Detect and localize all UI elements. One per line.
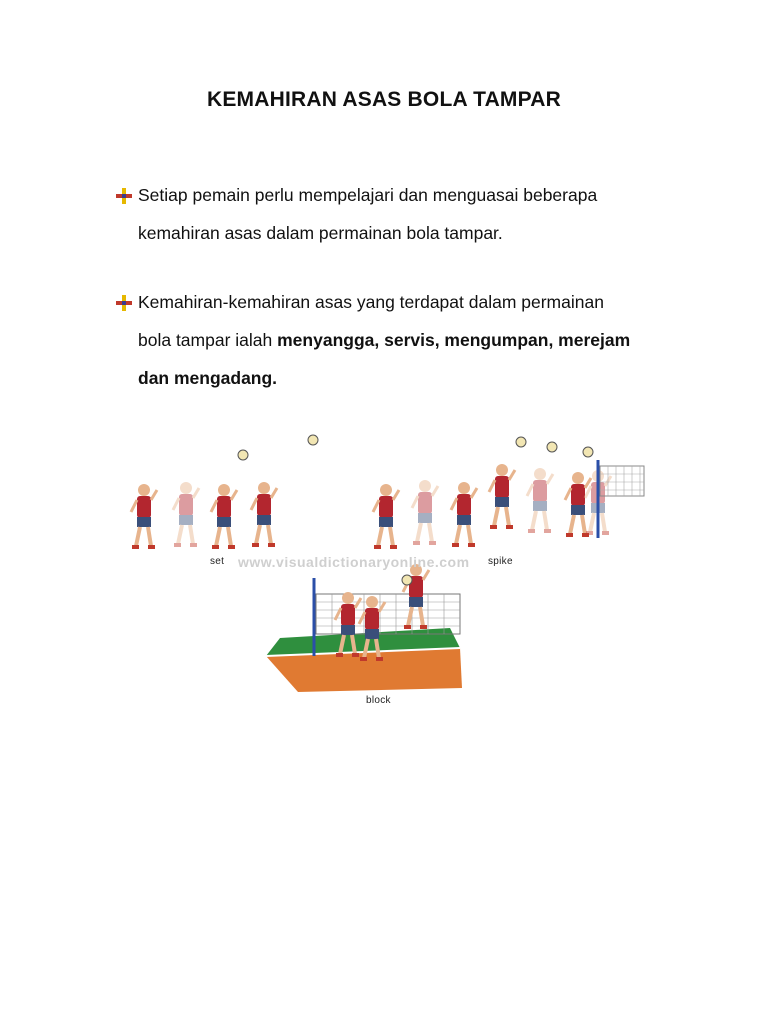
bullet-2-bold-skills: menyangga, servis, mengumpan, merejam xyxy=(277,330,631,350)
ball-icon xyxy=(547,442,557,452)
caption-set: set xyxy=(210,556,225,567)
bullet-paragraph-1 xyxy=(115,176,675,252)
watermark: www.visualdictionaryonline.com xyxy=(238,554,470,570)
ball-icon xyxy=(516,437,526,447)
caption-block: block xyxy=(366,695,391,706)
players-drawing xyxy=(120,430,650,710)
bullet-2-line-3 xyxy=(115,359,675,397)
ball-icon xyxy=(402,575,412,585)
bullet-2-bold-skills-end: dan mengadang. xyxy=(138,368,278,388)
bullet-icon xyxy=(115,294,133,312)
bullet-paragraph-2 xyxy=(115,283,675,397)
page-title: KEMAHIRAN ASAS BOLA TAMPAR xyxy=(206,88,562,111)
bullet-1-line-2: kemahiran asas dalam permainan bola tampar. xyxy=(138,223,503,243)
bullet-2-line-2 xyxy=(115,321,675,359)
ball-icon xyxy=(308,435,318,445)
volleyball-skills-illustration xyxy=(120,430,650,710)
ball-icon xyxy=(583,447,593,457)
bullet-2-plain-text: bola tampar ialah xyxy=(138,330,278,350)
bullet-2-line-1: Kemahiran-kemahiran asas yang terdapat dalam permainan xyxy=(138,292,604,312)
bullet-1-line-1: Setiap pemain perlu mempelajari dan menguasai beberapa xyxy=(138,185,598,205)
caption-spike: spike xyxy=(488,556,513,567)
bullet-icon xyxy=(115,187,133,205)
ball-icon xyxy=(238,450,248,460)
